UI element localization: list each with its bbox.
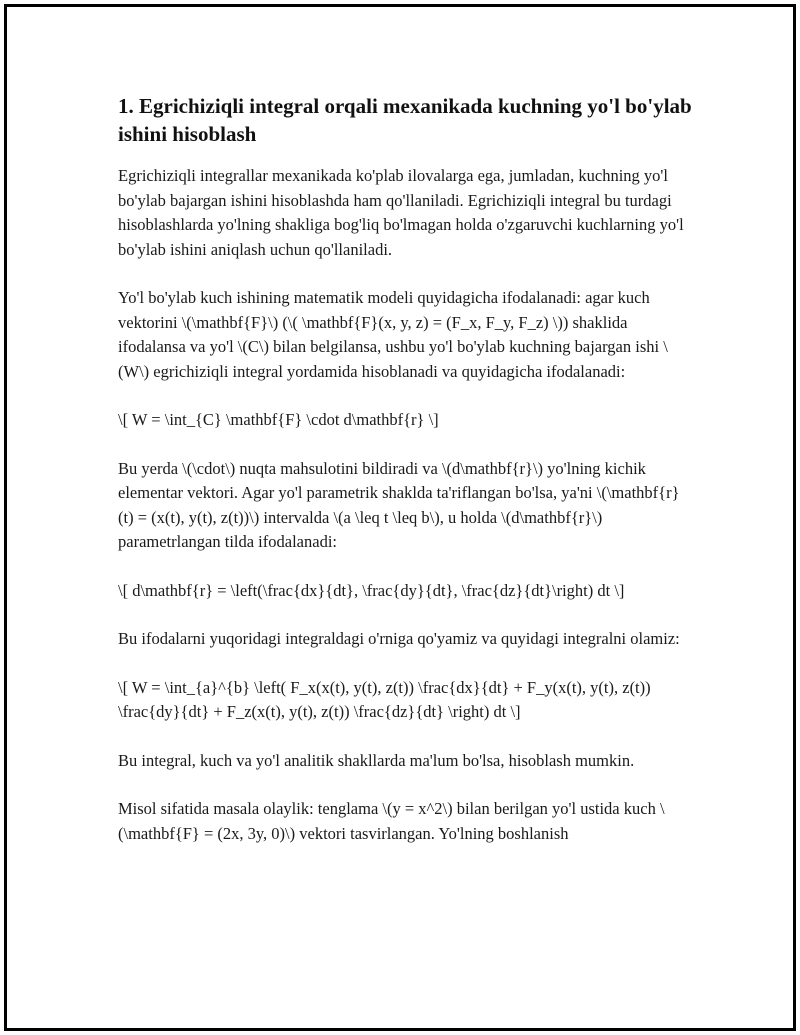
paragraph-example: Misol sifatida masala olaylik: tenglama \(y = x^2\) bilan berilgan yo'l ustida kuch \(\mathbf{F} = (2x, 3y, 0)\) vektori tasvirlangan. Yo'lning boshlanish [118, 799, 665, 843]
paragraph-computable: Bu integral, kuch va yo'l analitik shakllarda ma'lum bo'lsa, hisoblash mumkin. [118, 750, 635, 770]
formula-expanded-integral: \[ W = \int_{a}^{b} \left( F_x(x(t), y(t), z(t)) \frac{dx}{dt} + F_y(x(t), y(t), z(t)) \frac{dy}{dt} + F_z(x(t), y(t), z(t)) \frac{dz}{dt} \right) dt \] [118, 677, 651, 721]
paragraph-intro: Egrichiziqli integrallar mexanikada ko'plab ilovalarga ega, jumladan, kuchning yo'l bo'ylab bajargan ishini hisoblashda ham qo'llaniladi. Egrichiziqli integral bu turdagi hisoblashlarda yo'lning shakliga bog'liq bo'lmagan holda o'zgaruvchi kuchlarning yo'l bo'ylab ishini aniqlash uchun qo'llaniladi. [118, 166, 684, 259]
formula-work-integral: \[ W = \int_{C} \mathbf{F} \cdot d\mathbf{r} \] [118, 410, 439, 429]
document-body [114, 92, 692, 870]
section-title: 1. Egrichiziqli integral orqali mexanikada kuchning yo'l bo'ylab ishini hisoblash [118, 94, 692, 146]
paragraph-substitute: Bu ifodalarni yuqoridagi integraldagi o'rniga qo'yamiz va quyidagi integralni olamiz: [118, 629, 680, 648]
paragraph-model: Yo'l bo'ylab kuch ishining matematik modeli quyidagicha ifodalanadi: agar kuch vektorini \(\mathbf{F}\) (\( \mathbf{F}(x, y, z) = (F_x, F_y, F_z) \)) shaklida ifodalansa va yo'l \(C\) bilan belgilansa, ushbu yo'l bo'ylab kuchning bajargan ishi \(W\) egrichiziqli integral yordamida hisoblanadi va quyidagicha ifodalanadi: [118, 288, 668, 381]
formula-dr: \[ d\mathbf{r} = \left(\frac{dx}{dt}, \frac{dy}{dt}, \frac{dz}{dt}\right) dt \] [118, 580, 625, 600]
paragraph-parametric: Bu yerda \(\cdot\) nuqta mahsulotini bildiradi va \(d\mathbf{r}\) yo'lning kichik elementar vektori. Agar yo'l parametrik shaklda ta'riflangan bo'lsa, ya'ni \(\mathbf{r}(t) = (x(t), y(t), z(t))\) intervalda \(a \leq t \leq b\), u holda \(d\mathbf{r}\) parametrlangan tilda ifodalanadi: [118, 458, 680, 551]
